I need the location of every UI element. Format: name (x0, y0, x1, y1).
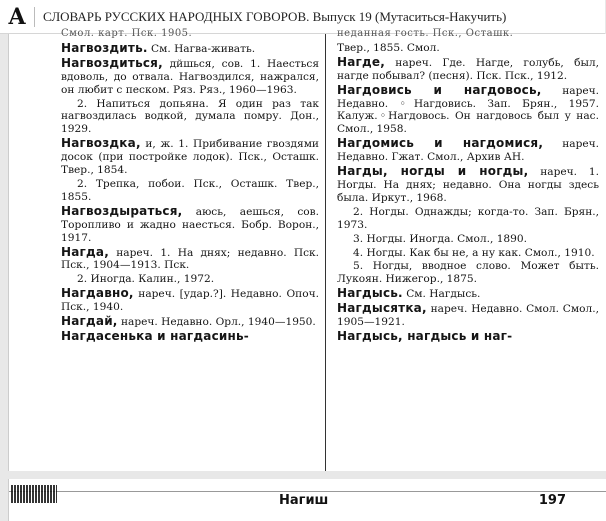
entry-text: нареч. Недавно. Смол. Смол., 1905—1921. (337, 303, 599, 329)
entry-text: нареч. Недавно. Гжат. Смол., Архив АН. (337, 138, 599, 164)
entry-headword: Нагдысь, нагдысь и наг- (337, 328, 513, 343)
entry-text: дйшься, сов. 1. Наесться вдоволь, до отвала. Нагвоздился, нажрался, он любит с песком. Ряз. Ряз., 1960—1963. (61, 57, 319, 96)
next-page-top (8, 479, 606, 521)
entry-text: нареч. [удар.?]. Недавно. Опоч. Пск., 1940. (61, 288, 319, 314)
entry-text: Твер., 1855. Смол. (337, 41, 440, 54)
page-number: 197 (538, 493, 566, 508)
entry-text: 3. Ногды. Иногда. Смол., 1890. (353, 232, 528, 245)
running-head: Нагиш (279, 493, 329, 508)
dictionary-entry (337, 84, 599, 137)
entry-headword: Нагвоздиться, (61, 55, 163, 70)
dictionary-entry (337, 42, 599, 55)
entry-headword: Нагдысятка, (337, 301, 427, 316)
dictionary-entry (337, 165, 599, 205)
dictionary-entry (61, 137, 319, 177)
entry-text: 2. Ногды. Однажды; когда-то. Зап. Брян., 1973. (337, 205, 599, 231)
entry-headword: Нагдавно, (61, 286, 134, 301)
entry-text: 2. Трепка, побои. Пск., Осташк. Твер., 1855. (61, 177, 319, 203)
entry-text: нареч. Недавно. Орл., 1940—1950. (117, 316, 316, 329)
entry-text: 2. Напиться допьяна. Я один раз так нагвоздилась водкой, думала помру. Дон., 1929. (61, 97, 319, 136)
entry-text: нареч. Где. Нагде, голубь, был, нагде побывал? (песня). Пск. Пск., 1912. (337, 56, 599, 82)
dictionary-entry (61, 57, 319, 97)
entry-text: нареч. Недавно. ◦Нагдовись. Зап. Брян., 1957. Калуж.◦Нагдовось. Он нагдовось был у нас. Смол., 1958. (337, 84, 600, 136)
entry-text: 4. Ногды. Как бы не, а ну как. Смол., 1910. (353, 246, 595, 259)
scan-artifact-mark (11, 485, 57, 503)
app-logo-icon[interactable]: A (8, 3, 26, 30)
dictionary-entry (61, 287, 319, 314)
entry-text: 2. Иногда. Калин., 1972. (77, 273, 215, 286)
entry-headword: Нагвоздка, (61, 136, 141, 151)
entry-headword: Нагде, (337, 54, 385, 69)
entry-headword: Нагдовись и нагдовось, (337, 82, 542, 97)
entry-text: См. Нагдысь. (402, 288, 481, 301)
page-gap (8, 471, 605, 479)
entry-headword: Нагдай, (61, 314, 118, 329)
entry-headword: Нагдасенька и нагдасинь- (61, 328, 249, 343)
entry-text: нареч. 1. Ногды. На днях; недавно. Она ногды здесь была. Иркут., 1968. (337, 166, 599, 204)
column-divider (325, 34, 326, 471)
dictionary-entry (337, 247, 599, 260)
dictionary-entry (61, 98, 319, 137)
entry-text: 5. Ногды, вводное слово. Может быть. Лукоян. Нижегор., 1875. (337, 260, 599, 286)
dictionary-entry (337, 56, 599, 83)
entry-text: нареч. 1. На днях; недавно. Пск. Пск., 1904—1913. Пск. (61, 246, 319, 272)
dictionary-entry (337, 330, 599, 344)
document-title: СЛОВАРЬ РУССКИХ НАРОДНЫХ ГОВОРОВ. Выпуск 19 (Мутаситься-Накучить) (43, 8, 507, 24)
right-column-fragment: неданная гость. Пск., Осташк. (337, 28, 514, 39)
header-divider (34, 7, 35, 27)
entry-headword: Нагдомись и нагдомися, (337, 136, 544, 151)
scanned-page (8, 28, 606, 471)
left-column-fragment: Смол. карт. Пск. 1905. (61, 28, 193, 39)
dictionary-entry (337, 233, 599, 246)
dictionary-entry (61, 330, 319, 344)
dictionary-entry (337, 206, 599, 232)
entry-headword: Нагды, ногды и ногды, (337, 164, 529, 179)
dictionary-entry (61, 315, 319, 329)
dictionary-entry (337, 302, 599, 329)
dictionary-entry (337, 137, 599, 164)
dictionary-entry (337, 287, 599, 301)
dictionary-entry (61, 273, 319, 286)
running-head-rule (9, 491, 606, 492)
right-column (337, 28, 599, 345)
entry-headword: Нагда, (61, 244, 109, 259)
entry-text: аюсь, аешься, сов. Торопливо и жадно наесться. Бобр. Ворон., 1917. (61, 205, 319, 244)
dictionary-entry (61, 246, 319, 273)
dictionary-entry (61, 178, 319, 204)
entry-headword: Нагвоздыраться, (61, 203, 183, 218)
entry-text: См. Нагва-живать. (147, 42, 256, 55)
entry-headword: Нагвоздить. (61, 40, 148, 55)
entry-headword: Нагдысь. (337, 286, 403, 301)
entry-text: и, ж. 1. Прибивание гвоздями досок (при постройке лодок). Пск., Осташк. Твер., 1854. (61, 138, 319, 177)
left-column (61, 28, 319, 345)
dictionary-entry (337, 260, 599, 286)
dictionary-entry (61, 42, 319, 56)
dictionary-entry (61, 205, 319, 245)
